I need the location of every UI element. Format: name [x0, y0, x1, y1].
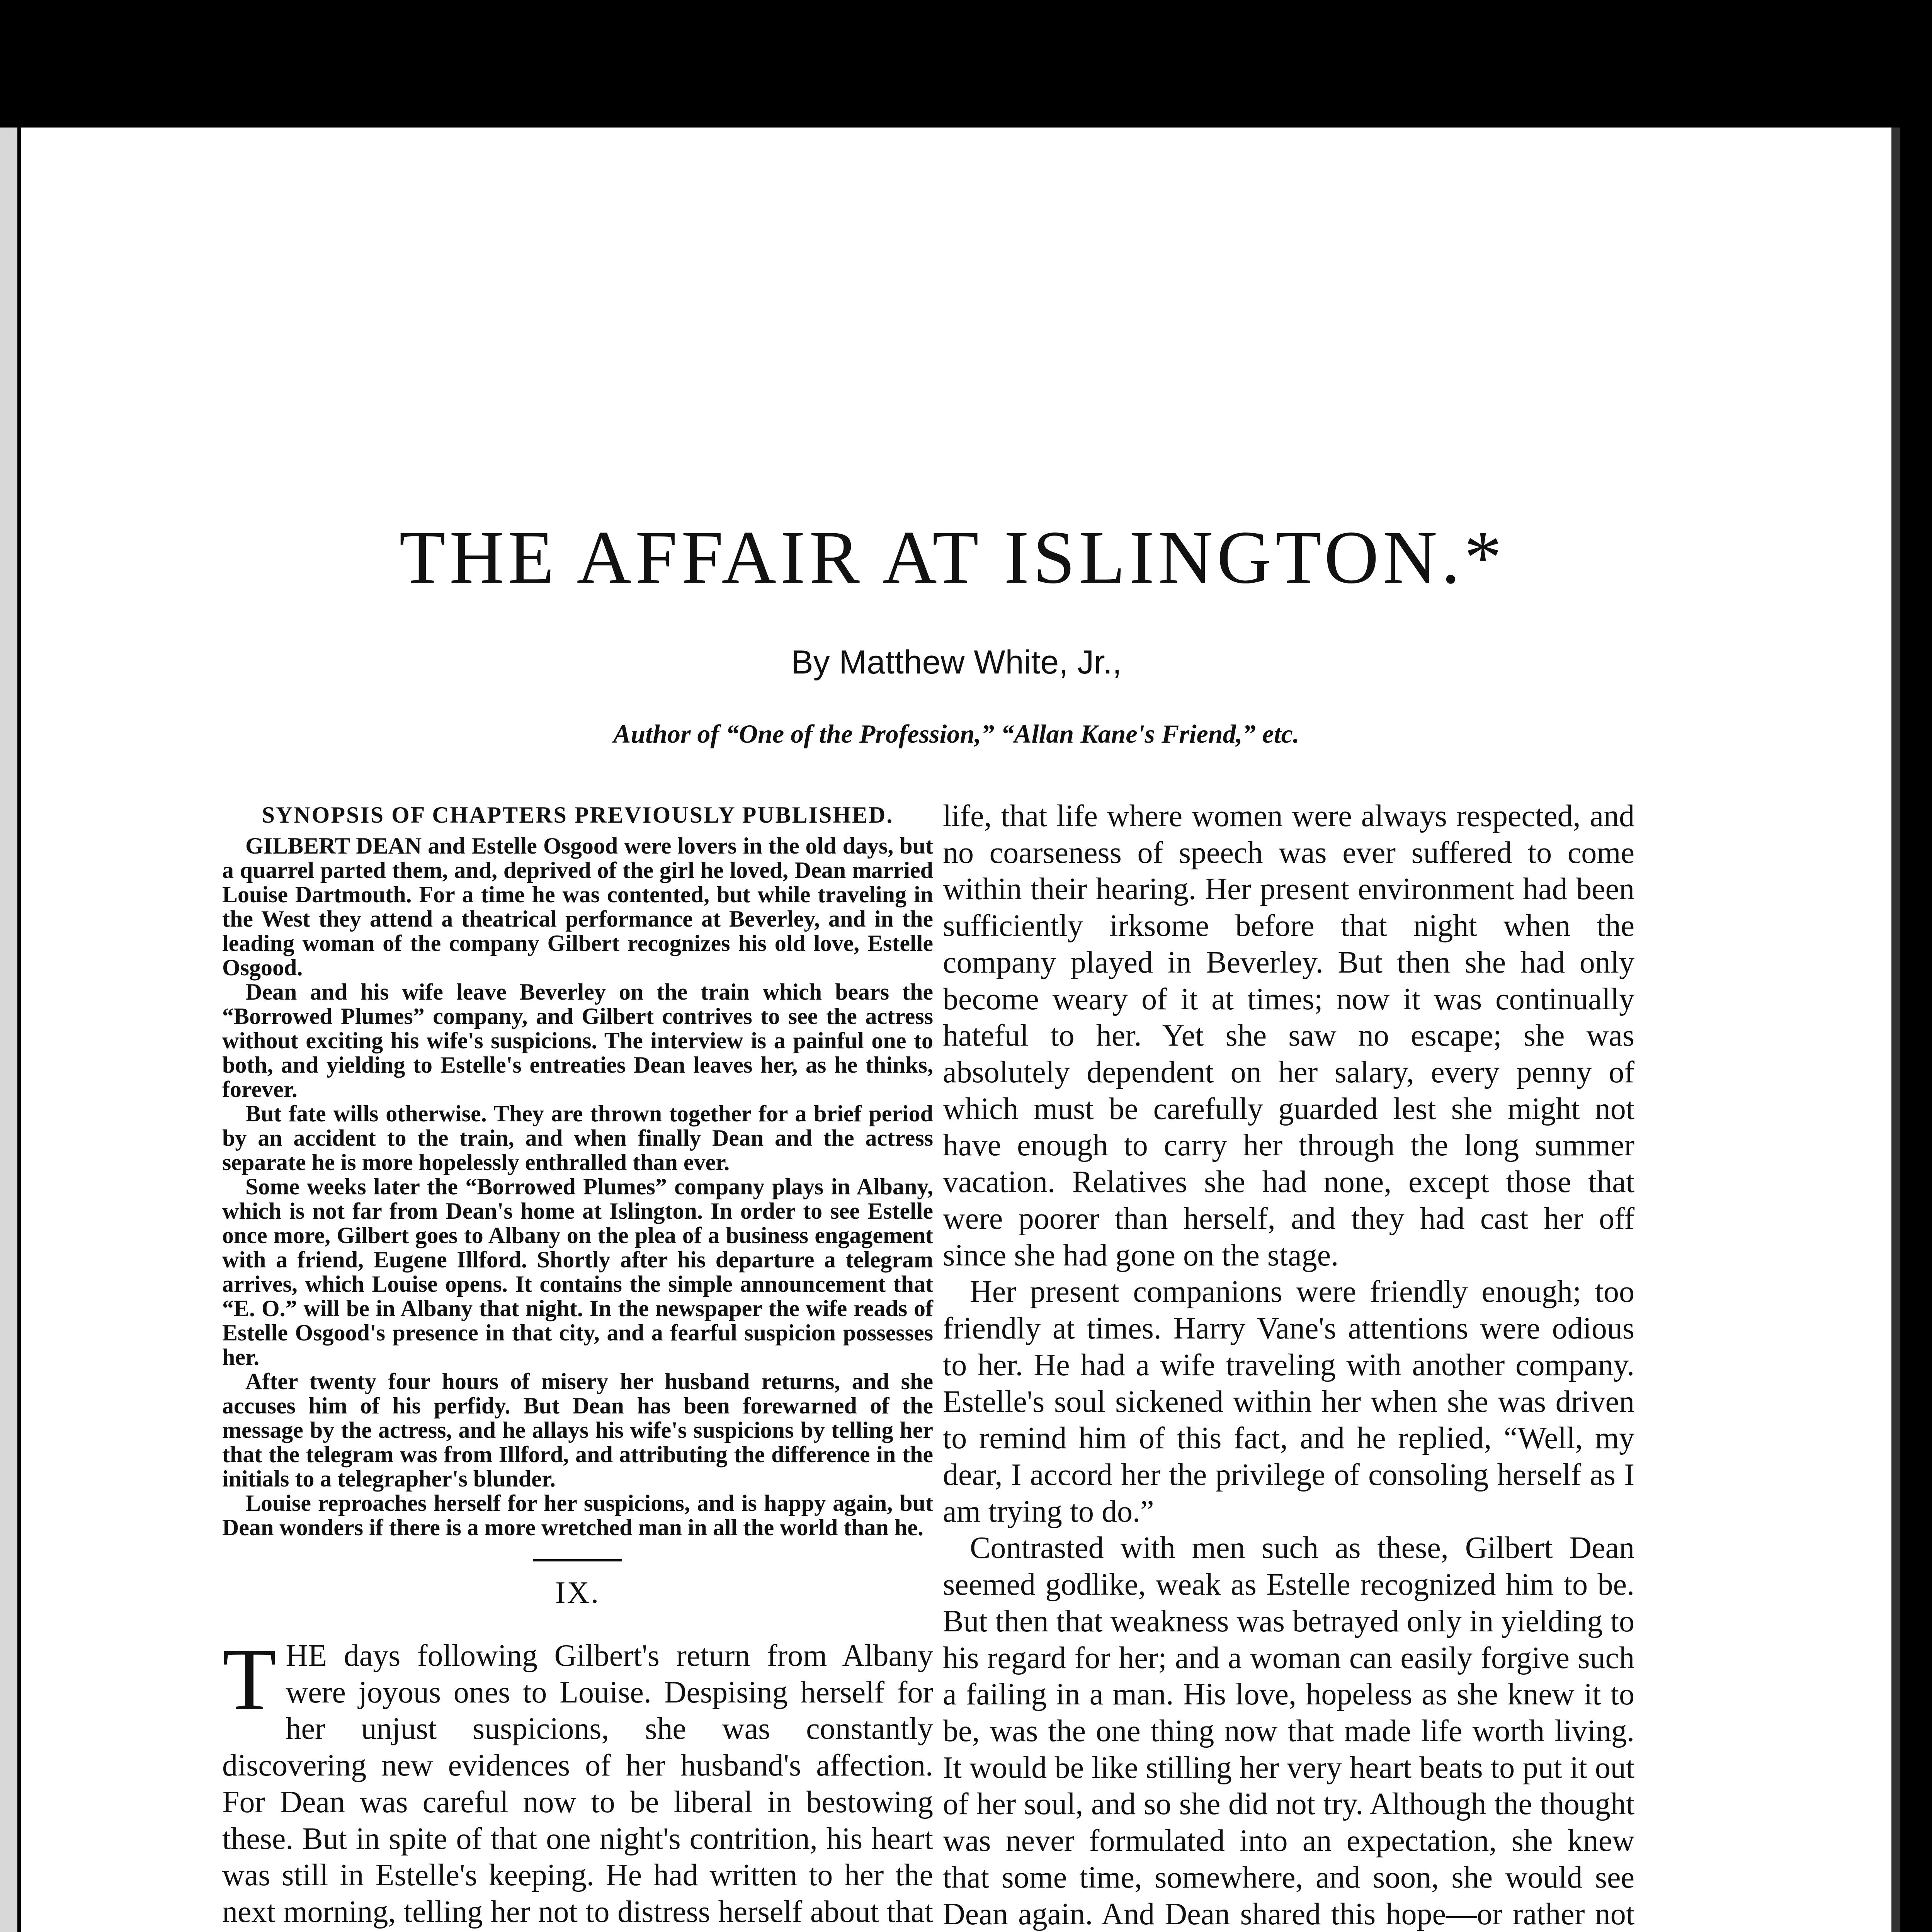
- synopsis-paragraph: After twenty four hours of misery her husband returns, and she accuses him of his perfidy. But Dean has been forewarned of the message by the actress, and he allays his wife's suspicions by telling her that the telegram was from Illford, and attributing the difference in the initials to a telegrapher's blunder.: [222, 1369, 933, 1492]
- scan-right-edge: [1891, 128, 1900, 1932]
- right-column: [943, 798, 1634, 1932]
- article-byline: By Matthew White, Jr.,: [791, 644, 1122, 681]
- author-note: Author of “One of the Profession,” “Allan Kane's Friend,” etc.: [613, 719, 1299, 748]
- chapter-body: [222, 1630, 933, 1932]
- magazine-page: [21, 128, 1891, 1932]
- article-title: THE AFFAIR AT ISLINGTON.*: [399, 515, 1506, 599]
- right-column-paragraph: life, that life where women were always respected, and no coarseness of speech was ever suffered to come within their hearing. Her present environment had been sufficiently irksome before that night when the company played in Beverley. But then she had only become weary of it at times; now it was continually hateful to her. Yet she saw no escape; she was absolutely dependent on her salary, every penny of which must be carefully guarded lest she might not have enough to carry her through the long summer vacation. Relatives she had none, except those that were poorer than herself, and they had cast her off since she had gone on the stage.: [943, 799, 1634, 1272]
- synopsis-paragraph: Louise reproaches herself for her suspicions, and is happy again, but Dean wonders if there is a more wretched man in all the world than he.: [222, 1490, 933, 1540]
- chapter-number: IX.: [555, 1576, 600, 1610]
- synopsis-section: [222, 800, 933, 1540]
- chapter-first-paragraph-text: HE days following Gilbert's return from Albany were joyous ones to Louise. Despising herself for her unjust suspicions, she was constantly discovering new evidences of her husband's affection. For Dean was careful now to be liberal in bestowing these. But in spite of that one night's contrition, his heart was still in Estelle's keeping. He had written to her the next morning, telling her not to distress herself about that: [222, 1639, 933, 1929]
- drop-cap: T: [222, 1630, 277, 1728]
- synopsis-paragraph: But fate wills otherwise. They are thrown together for a brief period by an accident to the train, and when finally Dean and the actress separate he is more hopelessly enthralled than ever.: [222, 1101, 933, 1175]
- synopsis-paragraph: GILBERT DEAN and Estelle Osgood were lovers in the old days, but a quarrel parted them, and, deprived of the girl he loved, Dean married Louise Dartmouth. For a time he was contented, but while traveling in the West they attend a theatrical performance at Beverley, and in the leading woman of the company Gilbert recognizes his old love, Estelle Osgood.: [222, 833, 933, 980]
- scan-left-edge: [0, 128, 17, 1932]
- chapter-first-paragraph: [222, 1630, 933, 1932]
- left-column: [222, 800, 933, 1932]
- synopsis-paragraph: Dean and his wife leave Beverley on the train which bears the “Borrowed Plumes” company, and Gilbert contrives to see the actress without exciting his wife's suspicions. The interview is a painful one to both, and yielding to Estelle's entreaties Dean leaves her, as he thinks, forever.: [222, 979, 933, 1102]
- right-column-paragraph: Contrasted with men such as these, Gilbert Dean seemed godlike, weak as Estelle recognized him to be. But then that weakness was betrayed only in yielding to his regard for her; and a woman can easily forgive such a failing in a man. His love, hopeless as she knew it to be, was the one thing now that made life worth living. It would be like stilling her very heart beats to put it out of her soul, and so she did not try. Although the thought was never formulated into an expectation, she knew that some time, somewhere, and soon, she would see Dean again. And Dean shared this hope—or rather not: [943, 1531, 1634, 1931]
- synopsis-heading: SYNOPSIS OF CHAPTERS PREVIOUSLY PUBLISHED.: [262, 802, 894, 828]
- right-column-paragraph: Her present companions were friendly enough; too friendly at times. Harry Vane's attentions were odious to her. He had a wife traveling with another company. Estelle's soul sickened within her when she was driven to remind him of this fact, and he replied, “Well, my dear, I accord her the privilege of consoling herself as I am trying to do.”: [943, 1275, 1634, 1529]
- section-divider: [533, 1559, 622, 1561]
- synopsis-paragraph: Some weeks later the “Borrowed Plumes” company plays in Albany, which is not far from Dean's home at Islington. In order to see Estelle once more, Gilbert goes to Albany on the plea of a business engagement with a friend, Eugene Illford. Shortly after his departure a telegram arrives, which Louise opens. It contains the simple announcement that “E. O.” will be in Albany that night. In the newspaper the wife reads of Estelle Osgood's presence in that city, and a fearful suspicion possesses her.: [222, 1174, 933, 1370]
